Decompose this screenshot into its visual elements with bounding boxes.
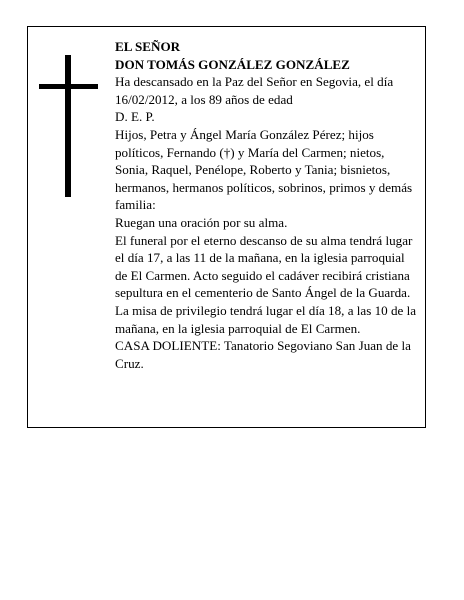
deceased-name: DON TOMÁS GONZÁLEZ GONZÁLEZ <box>115 56 350 72</box>
cross-vertical-bar <box>65 55 71 197</box>
notice-body <box>115 38 420 372</box>
rip-line: D. E. P. <box>115 109 155 125</box>
prayer-request: Ruegan una oración por su alma. <box>115 214 288 230</box>
cross-icon <box>39 55 98 197</box>
cross-horizontal-bar <box>39 84 98 89</box>
title-line-1: EL SEÑOR <box>115 39 181 54</box>
death-info: Ha descansado en la Paz del Señor en Segovia, el día 16/02/2012, a los 89 años de edad <box>115 74 394 107</box>
mourning-house: CASA DOLIENTE: Tanatorio Segoviano San Juan de la Cruz. <box>115 338 411 371</box>
funeral-details: El funeral por el eterno descanso de su alma tendrá lugar el día 17, a las 11 de la mañana, en la iglesia parroquial de El Carmen. Acto seguido el cadáver recibirá cristiana sepultura en el cementerio de Santo Ángel de la Guarda. La misa de privilegio tendrá lugar el día 18, a las 10 de la mañana, en la iglesia parroquial de El Carmen. <box>115 232 417 336</box>
family-list: Hijos, Petra y Ángel María González Pérez; hijos políticos, Fernando (†) y María del Carmen; nietos, Sonia, Raquel, Penélope, Roberto y Tania; bisnietos, hermanos, hermanos políticos, sobrinos, primos y demás familia: <box>115 126 413 213</box>
